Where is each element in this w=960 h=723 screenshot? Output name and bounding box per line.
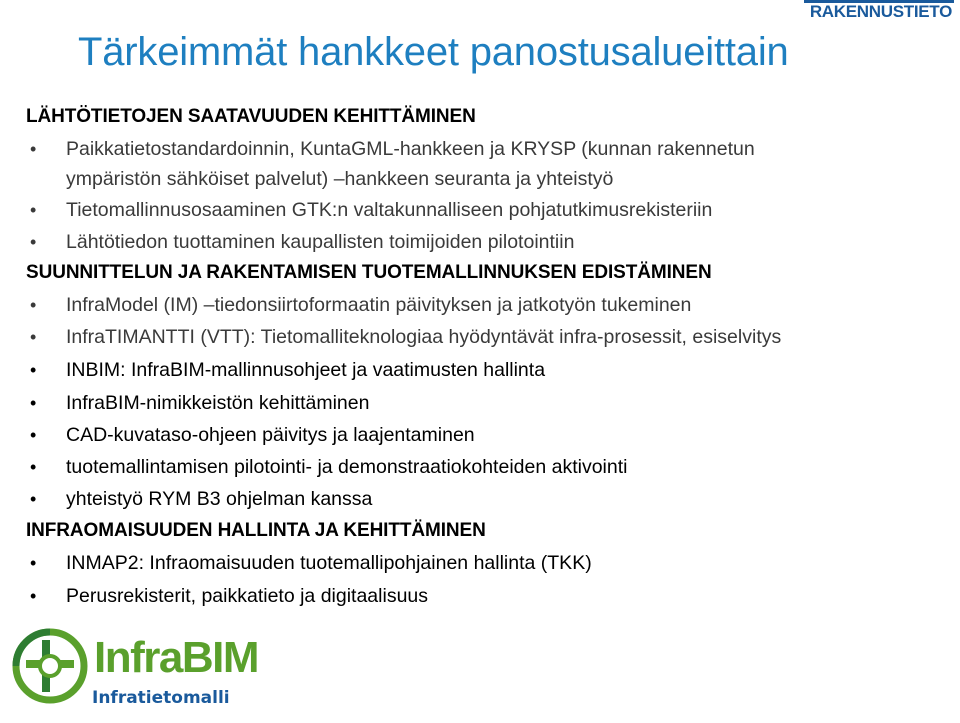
list-item: • InfraBIM-nimikkeistön kehittäminen — [26, 387, 946, 419]
bullet-icon: • — [30, 200, 37, 220]
list-item: • tuotemallintamisen pilotointi- ja demonstraatiokohteiden aktivointi — [26, 451, 946, 483]
bullet-icon: • — [30, 295, 37, 315]
bullet-icon: • — [30, 586, 37, 606]
list-item: • Perusrekisterit, paikkatieto ja digitaalisuus — [26, 580, 946, 613]
rakennustieto-logo: RAKENNUSTIETO — [809, 2, 952, 21]
section-heading-lahtotiedot: LÄHTÖTIETOJEN SAATAVUUDEN KEHITTÄMINEN — [26, 106, 476, 127]
content — [26, 100, 946, 613]
list-item: • InfraTIMANTTI (VTT): Tietomalliteknologiaa hyödyntävät infra-prosessit, esiselvitys — [26, 321, 946, 354]
section-heading-suunnittelu: SUUNNITTELUN JA RAKENTAMISEN TUOTEMALLINNUKSEN EDISTÄMINEN — [26, 262, 712, 283]
list-item: • INMAP2: Infraomaisuuden tuotemallipohjainen hallinta (TKK) — [26, 547, 946, 580]
infrabim-emblem-icon — [8, 622, 94, 718]
list-item: • yhteistyö RYM B3 ohjelman kanssa — [26, 483, 946, 515]
bullet-icon: • — [30, 360, 37, 380]
bullet-icon: • — [30, 553, 37, 573]
section-heading-infraomaisuus: INFRAOMAISUUDEN HALLINTA JA KEHITTÄMINEN — [26, 520, 486, 541]
logo-tagline: Infratietomalli — [92, 688, 230, 708]
bullet-icon: • — [30, 457, 37, 477]
bullet-icon: • — [30, 425, 37, 445]
bullet-icon: • — [30, 327, 37, 347]
bullet-icon: • — [30, 232, 37, 252]
bullet-icon: • — [30, 489, 37, 509]
list-item: • INBIM: InfraBIM-mallinnusohjeet ja vaatimusten hallinta — [26, 354, 946, 387]
list-item: • CAD-kuvataso-ohjeen päivitys ja laajentaminen — [26, 419, 946, 451]
slide-title: Tärkeimmät hankkeet panostusalueittain — [78, 30, 789, 74]
logo-wordmark: InfraBIM — [94, 633, 258, 682]
bullet-icon: • — [30, 393, 37, 413]
infrabim-logo — [8, 622, 308, 718]
bullet-icon: • — [30, 139, 37, 159]
list-item: • Tietomallinnusosaaminen GTK:n valtakunnalliseen pohjatutkimusrekisteriin — [26, 194, 946, 227]
list-item: • Paikkatietostandardoinnin, KuntaGML-hankkeen ja KRYSP (kunnan rakennetun ympäristön sähköiset palvelut) –hankkeen seuranta ja yhteistyö — [26, 134, 946, 194]
list-item: • Lähtötiedon tuottaminen kaupallisten toimijoiden pilotointiin — [26, 227, 946, 257]
list-item: • InfraModel (IM) –tiedonsiirtoformaatin päivityksen ja jatkotyön tukeminen — [26, 289, 946, 321]
